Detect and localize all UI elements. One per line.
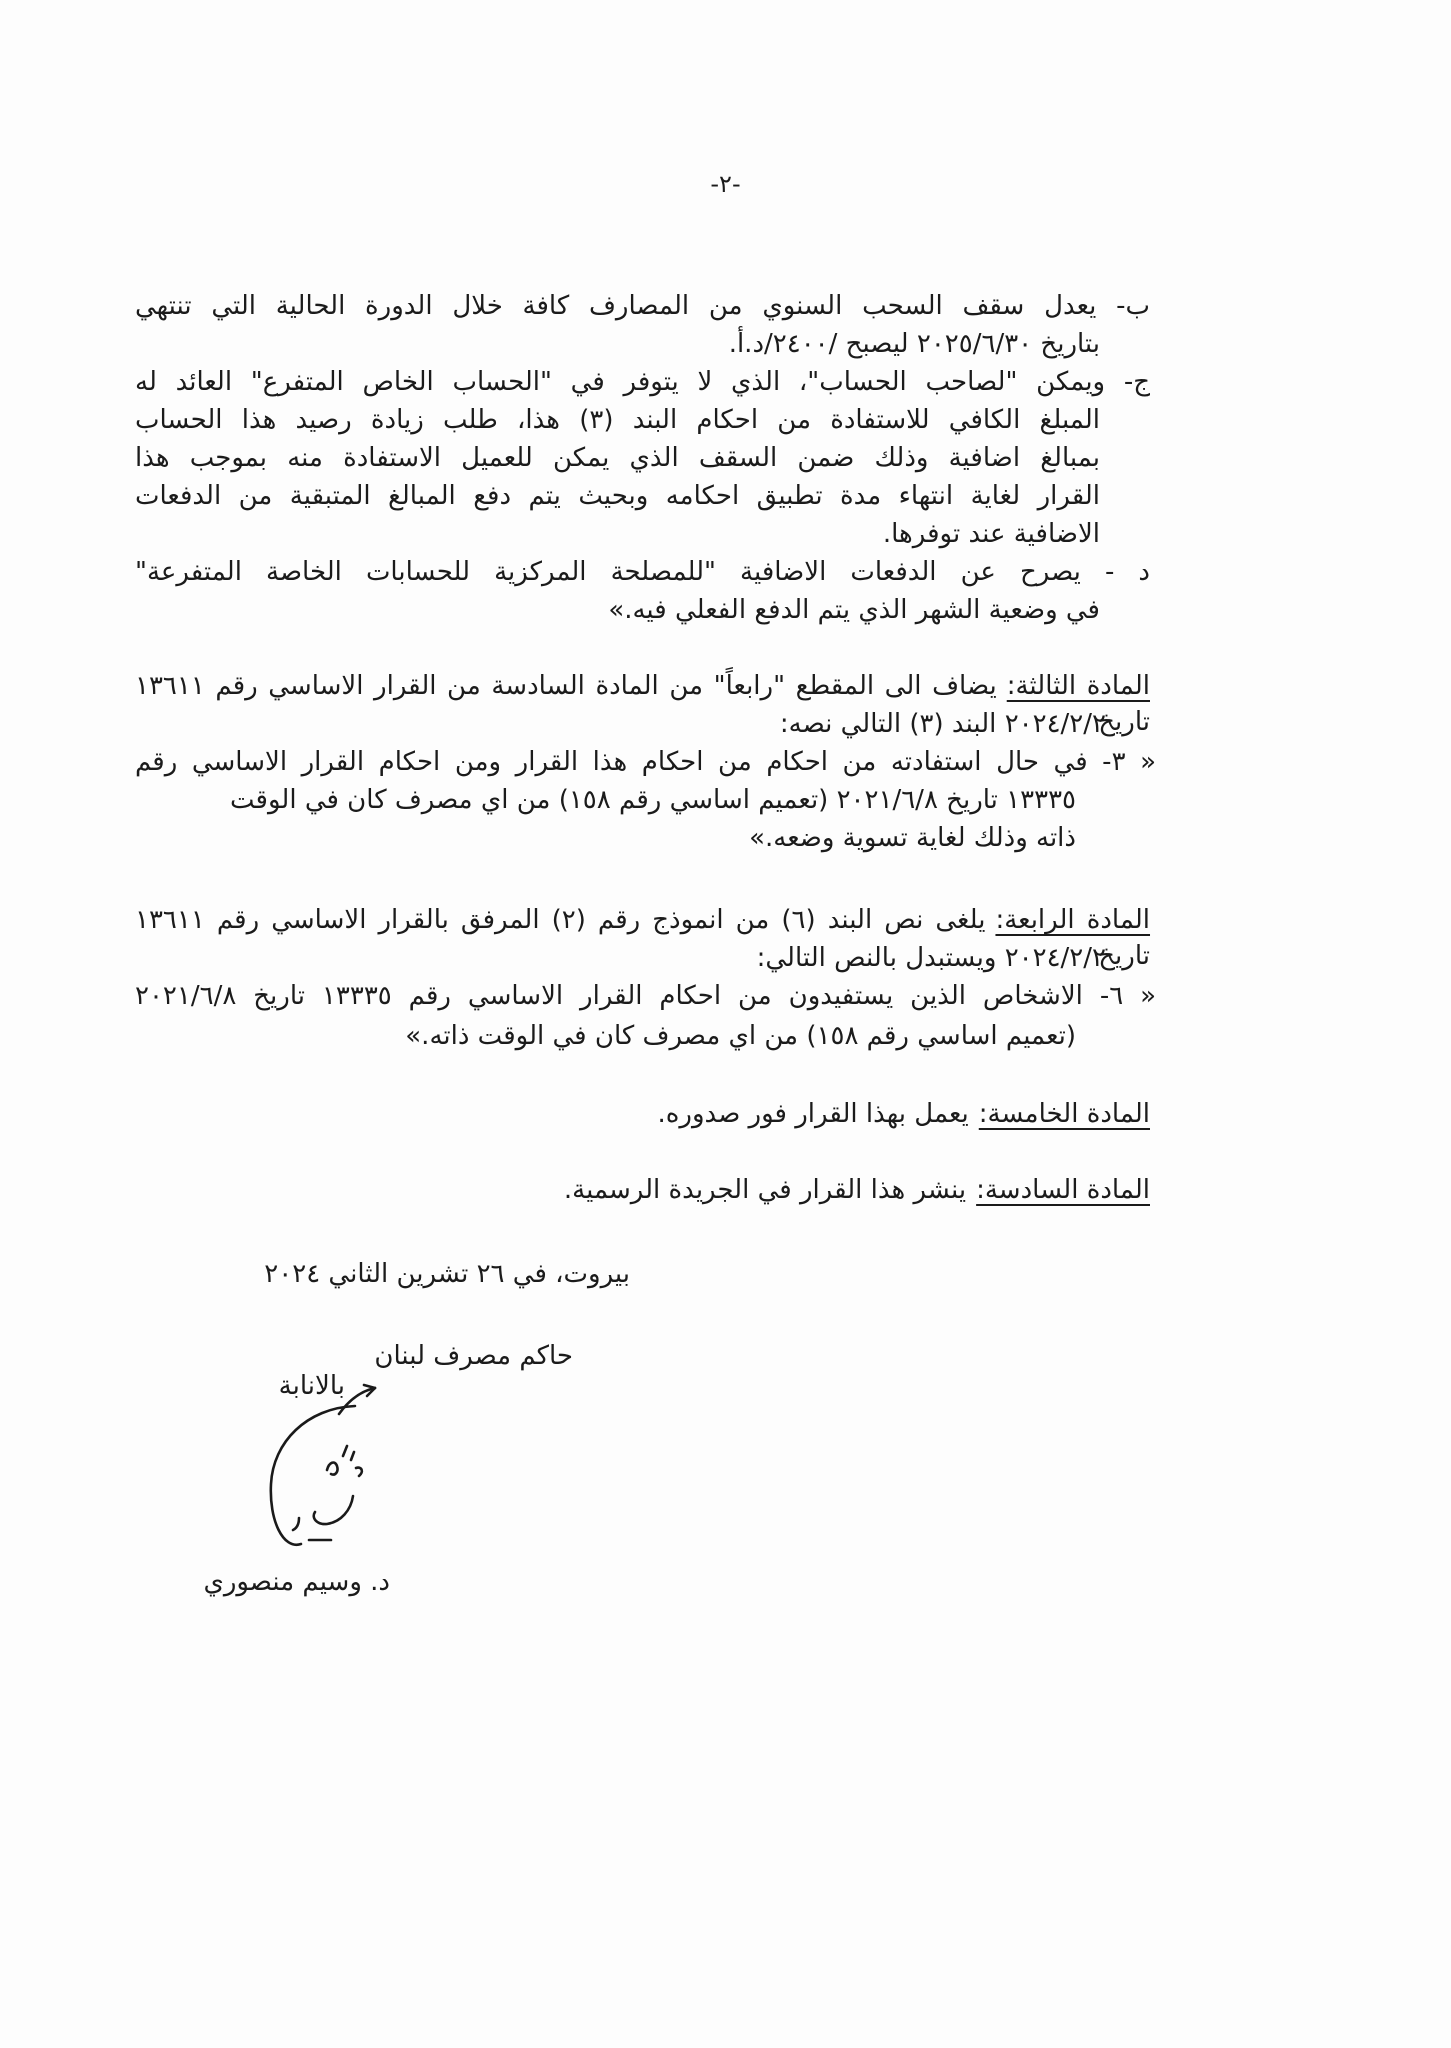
clause-j-line: ج- ويمكن "لصاحب الحساب"، الذي لا يتوفر في "الحساب الخاص المتفرع" العائد له: [135, 367, 1150, 397]
acting-capacity-label: بالانابة: [278, 1371, 345, 1401]
article-fourth-intro: يلغى نص البند (٦) من انموذج رقم (٢) المرفق بالقرار الاساسي رقم ١٣٦١١ تاريخ: [135, 905, 1150, 971]
article-fourth-line: « ٦- الاشخاص الذين يستفيدون من احكام القرار الاساسي رقم ١٣٣٣٥ تاريخ ٢٠٢١/٦/٨: [135, 981, 1157, 1011]
article-third-line: ١٣٣٣٥ تاريخ ٢٠٢١/٦/٨ (تعميم اساسي رقم ١٥٨) من اي مصرف كان في الوقت: [230, 785, 1076, 815]
article-third-intro: يضاف الى المقطع "رابعاً" من المادة السادسة من القرار الاساسي رقم ١٣٦١١ تاريخ: [135, 671, 1150, 737]
article-fourth-line: (تعميم اساسي رقم ١٥٨) من اي مصرف كان في الوقت ذاته.»: [405, 1021, 1076, 1051]
article-sixth-text: ينشر هذا القرار في الجريدة الرسمية.: [563, 1175, 967, 1205]
clause-d-line: د - يصرح عن الدفعات الاضافية "للمصلحة المركزية للحسابات الخاصة المتفرعة": [135, 557, 1150, 587]
signature-icon: [255, 1378, 425, 1578]
article-third-line: ٢٠٢٤/٢/٢ البند (٣) التالي نصه:: [779, 709, 1106, 739]
clause-j-line: المبلغ الكافي للاستفادة من احكام البند (٣) هذا، طلب زيادة رصيد هذا الحساب: [135, 405, 1100, 435]
article-fifth-text: يعمل بهذا القرار فور صدوره.: [657, 1099, 969, 1129]
clause-b-line: بتاريخ ٢٠٢٥/٦/٣٠ ليصبح /٢٤٠٠/د.أ.: [728, 329, 1100, 359]
clause-b-line: ب- يعدل سقف السحب السنوي من المصارف كافة خلال الدورة الحالية التي تنتهي: [135, 291, 1150, 321]
article-fifth-heading: المادة الخامسة:: [978, 1099, 1150, 1129]
clause-j-line: الاضافية عند توفرها.: [882, 519, 1100, 549]
article-sixth-line: [564, 1172, 1150, 1208]
article-sixth-heading: المادة السادسة:: [976, 1175, 1150, 1205]
signatory-name: د. وسيم منصوري: [203, 1567, 390, 1597]
article-third-line: « ٣- في حال استفادته من احكام من احكام هذا القرار ومن احكام القرار الاساسي رقم: [135, 747, 1156, 777]
place-date-line: بيروت، في ٢٦ تشرين الثاني ٢٠٢٤: [264, 1259, 630, 1289]
article-third-line: ذاته وذلك لغاية تسوية وضعه.»: [749, 823, 1076, 853]
article-fourth-line: ٢٠٢٤/٢/٢ ويستبدل بالنص التالي:: [756, 943, 1106, 973]
governor-title: حاكم مصرف لبنان: [374, 1341, 573, 1371]
clause-j-line: بمبالغ اضافية وذلك ضمن السقف الذي يمكن للعميل الاستفادة منه بموجب هذا: [135, 443, 1100, 473]
page-number: -٢-: [710, 170, 741, 198]
article-fifth-line: [658, 1096, 1150, 1132]
clause-d-line: في وضعية الشهر الذي يتم الدفع الفعلي فيه.»: [608, 595, 1100, 625]
clause-j-line: القرار لغاية انتهاء مدة تطبيق احكامه وبحيث يتم دفع المبالغ المتبقية من الدفعات: [135, 481, 1100, 511]
article-fourth-heading: المادة الرابعة:: [995, 905, 1151, 935]
article-third-heading: المادة الثالثة:: [1006, 671, 1150, 701]
